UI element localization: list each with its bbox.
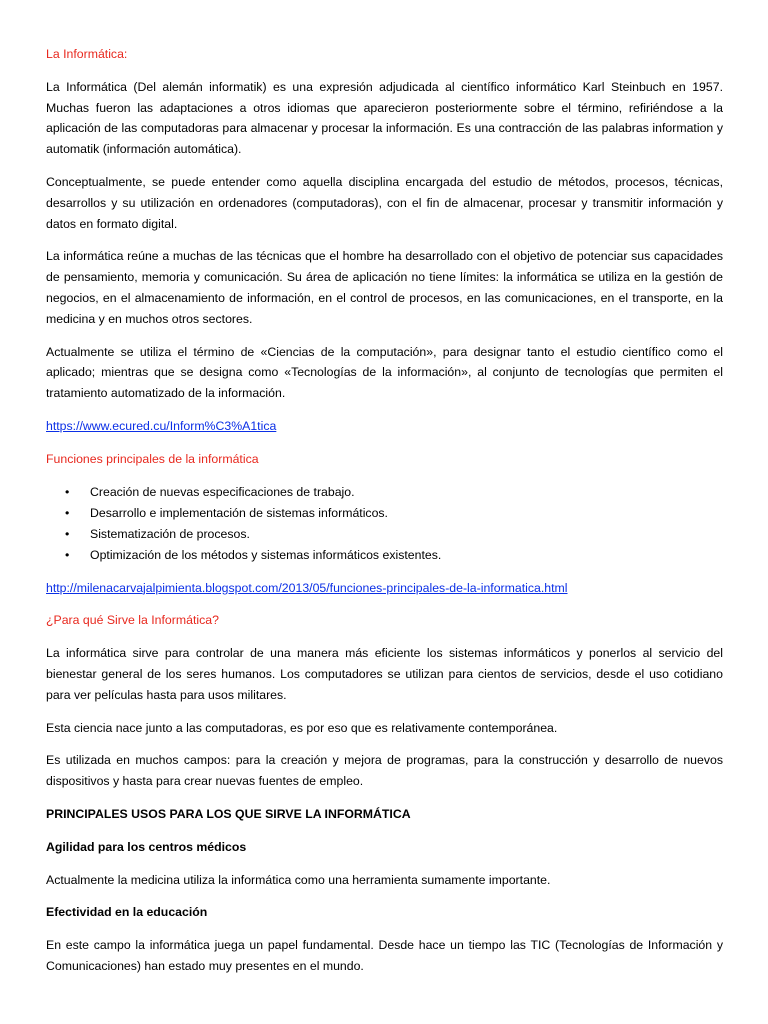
- paragraph-definition: La Informática (Del alemán informatik) es una expresión adjudicada al científico informático Karl Steinbuch en 1957. Muchas fueron las adaptaciones a otros idiomas que aparecieron posteriormente sobre el término, refiriéndose a la aplicación de las computadoras para almacenar y procesar la información. Es una contracción de las palabras information y automatik (información automática).: [46, 79, 723, 157]
- paragraph-contemporary: Esta ciencia nace junto a las computadoras, es por eso que es relativamente contemporánea.: [46, 720, 558, 735]
- list-item-text: Sistematización de procesos.: [90, 526, 250, 541]
- document-page: [46, 44, 723, 989]
- paragraph-medicine: Actualmente la medicina utiliza la informática como una herramienta sumamente importante.: [46, 872, 551, 887]
- bullet-icon: •: [65, 484, 70, 499]
- list-item-text: Optimización de los métodos y sistemas informáticos existentes.: [90, 547, 442, 562]
- section-heading-principales-usos: PRINCIPALES USOS PARA LOS QUE SIRVE LA INFORMÁTICA: [46, 806, 411, 821]
- bullet-icon: •: [65, 505, 70, 520]
- subheading-educacion: Efectividad en la educación: [46, 905, 208, 920]
- list-item-text: Desarrollo e implementación de sistemas informáticos.: [90, 505, 388, 520]
- paragraph-techniques: La informática reúne a muchas de las técnicas que el hombre ha desarrollado con el objetivo de potenciar sus capacidades de pensamiento, memoria y comunicación. Su área de aplicación no tiene límites: la informática se utiliza en la gestión de negocios, en el almacenamiento de información, en el control de procesos, en las comunicaciones, en el transporte, en la medicina y en muchos otros sectores.: [46, 249, 723, 326]
- paragraph-computer-science: Actualmente se utiliza el término de «Ciencias de la computación», para designar tanto el estudio científico como el aplicado; mientras que se designa como «Tecnologías de la información», al conjunto de tecnologías que permiten el tratamiento automatizado de la información.: [46, 344, 723, 401]
- section-heading-informatica: La Informática:: [46, 47, 128, 61]
- list-item: [46, 524, 723, 545]
- list-item: [46, 482, 723, 503]
- paragraph-concept: Conceptualmente, se puede entender como aquella disciplina encargada del estudio de métodos, procesos, técnicas, desarrollos y su utilización en ordenadores (computadoras), con el fin de almacenar, procesar y transmitir información y datos en formato digital.: [46, 174, 723, 231]
- bullet-icon: •: [65, 526, 70, 541]
- list-item: [46, 545, 723, 566]
- section-heading-funciones: Funciones principales de la informática: [46, 451, 259, 466]
- section-heading-para-que-sirve: ¿Para qué Sirve la Informática?: [46, 613, 219, 628]
- bullet-icon: •: [65, 547, 70, 562]
- list-item: [46, 503, 723, 524]
- functions-list: [46, 482, 723, 566]
- paragraph-education: En este campo la informática juega un papel fundamental. Desde hace un tiempo las TIC (Tecnologías de Información y Comunicaciones) han estado muy presentes en el mundo.: [46, 938, 723, 973]
- paragraph-purpose: La informática sirve para controlar de una manera más eficiente los sistemas informáticos y ponerlos al servicio del bienestar general de los seres humanos. Los computadores se utilizan para cientos de servicios, desde el uso cotidiano para ver películas hasta para usos militares.: [46, 646, 723, 702]
- source-link-blogspot[interactable]: http://milenacarvajalpimienta.blogspot.com/2013/05/funciones-principales-de-la-informatica.html: [46, 580, 568, 595]
- subheading-centros-medicos: Agilidad para los centros médicos: [46, 839, 247, 854]
- list-item-text: Creación de nuevas especificaciones de trabajo.: [90, 484, 355, 499]
- paragraph-fields: Es utilizada en muchos campos: para la creación y mejora de programas, para la construcción y desarrollo de nuevos dispositivos y hasta para crear nuevas fuentes de empleo.: [46, 753, 723, 789]
- source-link-ecured[interactable]: https://www.ecured.cu/Inform%C3%A1tica: [46, 418, 277, 433]
